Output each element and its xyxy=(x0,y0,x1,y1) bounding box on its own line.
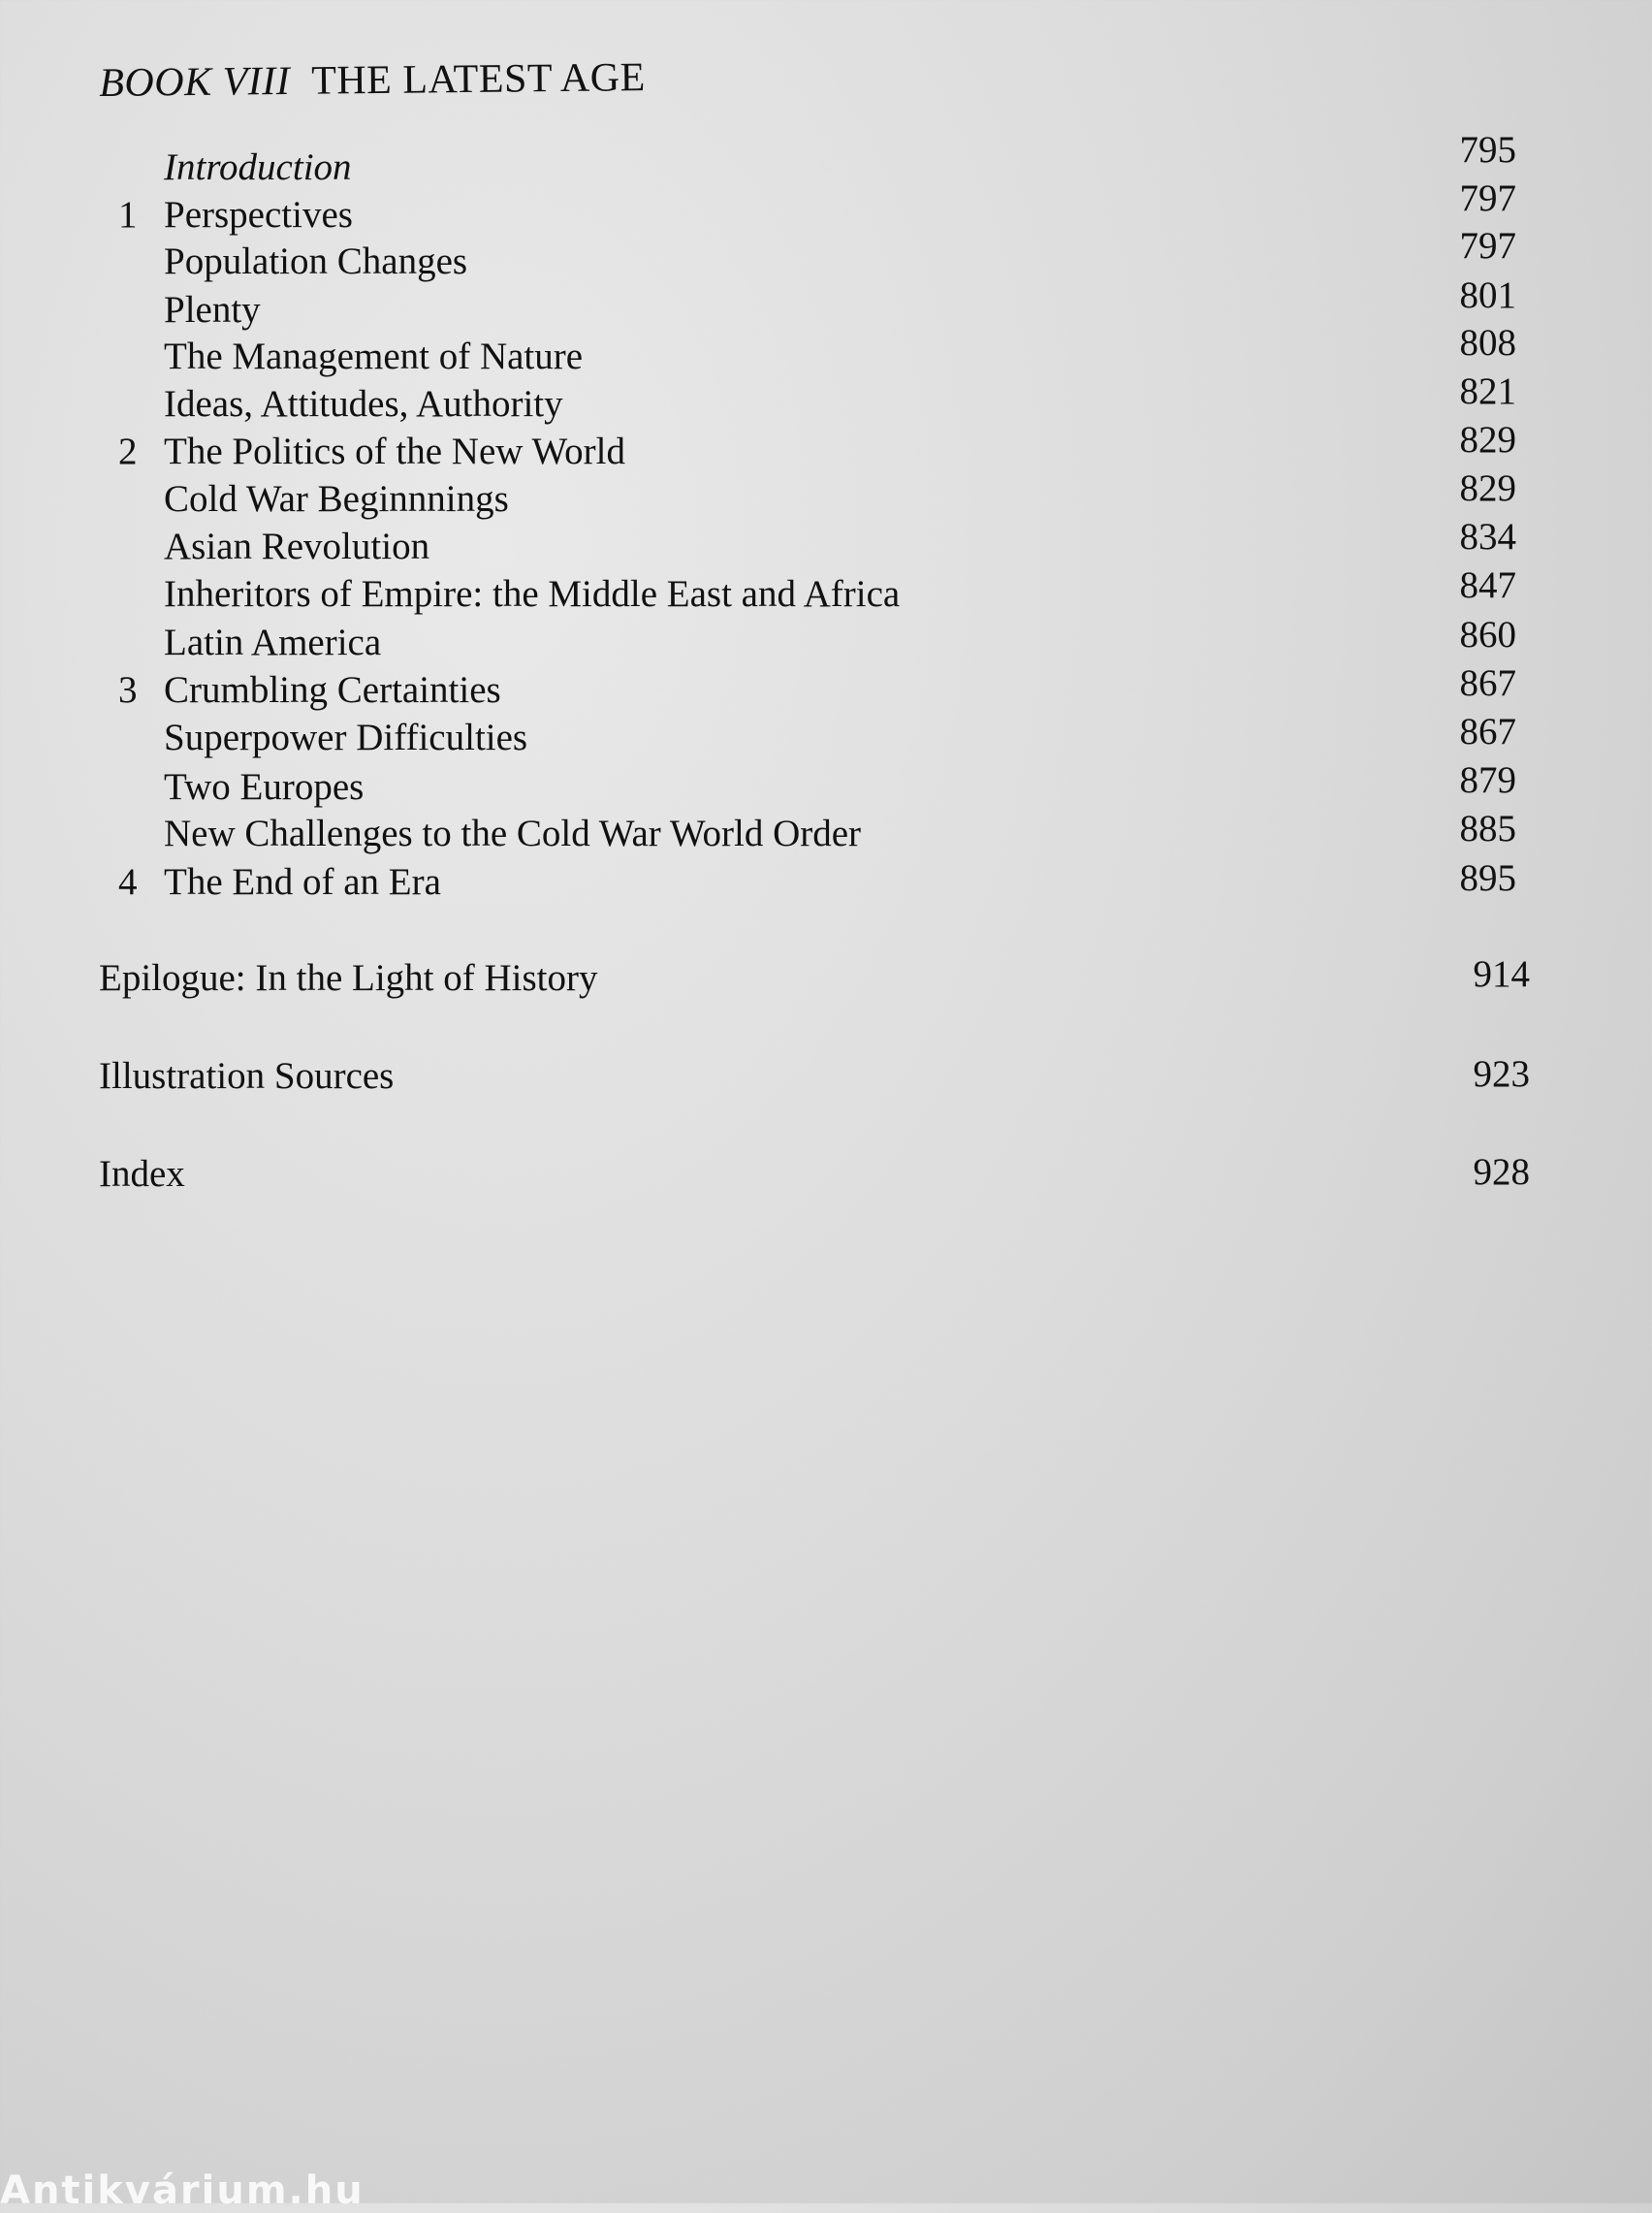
toc-entry-perspectives xyxy=(0,177,1652,241)
toc-entry-page: 879 xyxy=(1459,759,1516,801)
toc-entry-introduction xyxy=(0,129,1652,194)
toc-entry-number: 3 xyxy=(118,669,138,711)
toc-entry-title: Plenty xyxy=(164,289,261,331)
toc-entry-ideas-attitudes-authority xyxy=(0,370,1652,431)
toc-entry-title: Epilogue: In the Light of History xyxy=(99,957,598,999)
toc-entry-population-changes xyxy=(0,225,1652,288)
toc-entry-management-of-nature xyxy=(0,322,1652,383)
toc-entry-page: 860 xyxy=(1459,614,1516,656)
toc-entry-title: Superpower Difficulties xyxy=(164,717,528,758)
toc-entry-number: 4 xyxy=(118,861,138,903)
toc-entry-title: Illustration Sources xyxy=(99,1055,395,1097)
toc-entry-page: 885 xyxy=(1459,808,1516,850)
toc-entry-page: 923 xyxy=(1473,1053,1530,1095)
toc-entry-index xyxy=(0,1152,1652,1201)
toc-entry-new-challenges xyxy=(0,808,1652,860)
toc-entry-title: The Politics of the New World xyxy=(164,431,625,472)
toc-entry-number: 2 xyxy=(118,431,138,472)
toc-entry-crumbling-certainties xyxy=(0,662,1652,717)
toc-entry-title: Perspectives xyxy=(164,194,353,236)
toc-entry-page: 797 xyxy=(1459,177,1516,219)
toc-entry-page: 829 xyxy=(1459,419,1516,461)
toc-entry-page: 801 xyxy=(1459,274,1516,316)
toc-entry-title: Introduction xyxy=(164,146,352,188)
toc-entry-title: Latin America xyxy=(164,622,382,663)
toc-entry-title: The Management of Nature xyxy=(164,336,584,377)
toc-entry-page: 797 xyxy=(1459,225,1516,267)
toc-entry-number: 1 xyxy=(118,194,138,236)
toc-entry-latin-america xyxy=(0,614,1652,669)
toc-entry-title: Ideas, Attitudes, Authority xyxy=(164,383,563,425)
toc-entry-inheritors-of-empire xyxy=(0,564,1652,621)
toc-entry-page: 928 xyxy=(1473,1151,1530,1193)
toc-entry-page: 795 xyxy=(1459,129,1516,171)
toc-entry-title: Index xyxy=(99,1153,185,1195)
toc-entry-page: 914 xyxy=(1473,953,1530,995)
toc-entry-politics-of-new-world xyxy=(0,419,1652,478)
toc-entry-title: Crumbling Certainties xyxy=(164,669,501,711)
toc-entry-page: 829 xyxy=(1459,467,1516,509)
toc-entry-end-of-an-era xyxy=(0,857,1652,909)
toc-entry-title: Population Changes xyxy=(164,241,468,282)
book-title: THE LATEST AGE xyxy=(310,55,646,104)
toc-entry-title: The End of an Era xyxy=(164,861,441,903)
toc-entry-title: New Challenges to the Cold War World Order xyxy=(164,813,862,854)
toc-entry-superpower-difficulties xyxy=(0,711,1652,764)
toc-entry-plenty xyxy=(0,274,1652,337)
toc-entry-asian-revolution xyxy=(0,516,1652,573)
toc-entry-illustration-sources xyxy=(0,1054,1652,1103)
book-heading xyxy=(99,54,646,107)
toc-entry-title: Two Europes xyxy=(164,766,365,808)
toc-entry-page: 808 xyxy=(1459,322,1516,364)
toc-entry-epilogue xyxy=(0,953,1652,1005)
toc-entry-page: 834 xyxy=(1459,516,1516,558)
toc-entry-page: 867 xyxy=(1459,662,1516,704)
toc-entry-title: Cold War Beginnnings xyxy=(164,478,509,520)
toc-entry-title: Asian Revolution xyxy=(164,526,430,567)
toc-entry-page: 867 xyxy=(1459,711,1516,753)
toc-entry-two-europes xyxy=(0,759,1652,814)
toc-entry-page: 821 xyxy=(1459,370,1516,412)
toc-entry-page: 895 xyxy=(1459,857,1516,899)
book-number: BOOK VIII xyxy=(99,58,291,106)
toc-entry-title: Inheritors of Empire: the Middle East and Africa xyxy=(164,573,901,615)
toc-entry-page: 847 xyxy=(1459,564,1516,606)
watermark: Antikvárium.hu xyxy=(0,2168,365,2213)
toc-entry-cold-war-beginnings xyxy=(0,467,1652,526)
